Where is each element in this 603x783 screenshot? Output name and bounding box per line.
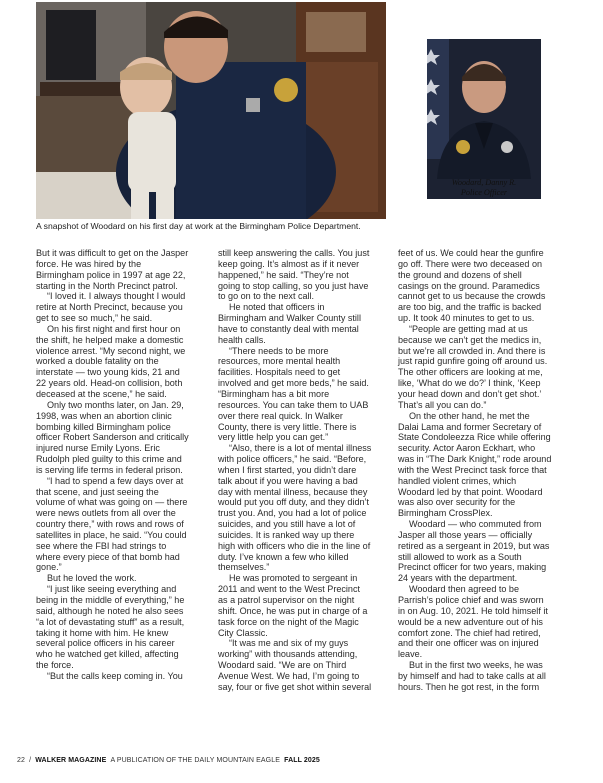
page-footer bbox=[17, 757, 320, 764]
article-column-2 bbox=[218, 248, 372, 693]
paragraph: “There needs to be more resources, more mental health facilities. Hospitals need to get involved and get more beds,” he said. “Birmingham has a bit more resources. You can take them to UAB over there real quick. In Walker County, there is very little. There is very little help you can get.” bbox=[218, 345, 369, 443]
paragraph: feet of us. We could hear the gunfire go off. There were two deceased on the ground and dozens of shell casings on the ground. Paramedics cannot get to us because the crowds are too big, and the traffic is backed up. It took 40 minutes to get to us. bbox=[398, 248, 546, 324]
paragraph: But he loved the work. bbox=[47, 573, 137, 584]
paragraph: Only two months later, on Jan. 29, 1998, was when an abortion clinic bombing killed Birmingham police officer Robert Sanderson and critically injured nurse Emily Lyons. Eric Rudolph pled guilty to this crime and is serving life terms in federal prison. bbox=[36, 399, 189, 475]
portrait-caption bbox=[427, 178, 541, 198]
paragraph: “I had to spend a few days over at that scene, and just seeing the volume of what was going on — there were news outlets from all over the country there,” with rows and rows of satellites in place, he said. “You could see where the FBI had strings to where every piece of that bomb had gone.” bbox=[36, 475, 188, 573]
main-photo-caption: A snapshot of Woodard on his first day at work at the Birmingham Police Department. bbox=[36, 221, 361, 231]
page-number: 22 bbox=[17, 757, 25, 764]
footer-separator: / bbox=[29, 757, 32, 764]
paragraph: Woodard — who commuted from Jasper all those years — officially retired as a sergeant in 2019, but was still allowed to work as a South Precinct officer for two years, making 24 years with the department. bbox=[398, 519, 550, 584]
paragraph: On the other hand, he met the Dalai Lama and former Secretary of State Condoleezza Rice while offering security. Actor Aaron Eckhart, who was in “The Dark Knight,” rode around with the West Precinct task force that handled violent crimes, which Woodard led by that point. Woodard was also over security for the Birmingham CrossPlex. bbox=[398, 410, 552, 519]
main-photo bbox=[36, 2, 386, 219]
paragraph: But in the first two weeks, he was by himself and had to take calls at all hours. Then he got rest, in the form bbox=[398, 660, 546, 692]
paragraph: But it was difficult to get on the Jasper force. He was hired by the Birmingham police in 1997 at age 22, starting in the North Precinct patrol. bbox=[36, 248, 189, 291]
paragraph: “But the calls keep coming in. You bbox=[47, 670, 183, 681]
paragraph: He noted that officers in Birmingham and Walker County still have to constantly deal with mental health calls. bbox=[218, 302, 361, 345]
portrait-photo bbox=[427, 39, 541, 199]
paragraph: “It was me and six of my guys working” with thousands attending, Woodard said. “We are on Third Avenue West. We had, I’m going to say, four or five get shot within several bbox=[218, 638, 372, 692]
paragraph: Woodard then agreed to be Parrish’s police chief and was sworn in on Aug. 10, 2021. He told himself it would be a new adventure out of his comfort zone. The chief had retired, and their one officer was on injured leave. bbox=[398, 584, 548, 660]
portrait-title: Police Officer bbox=[460, 188, 508, 197]
issue-label: FALL 2025 bbox=[284, 757, 320, 764]
paragraph: “I loved it. I always thought I would retire at North Precinct, because you get to see so much,” he said. bbox=[36, 291, 186, 324]
publication-tagline: A PUBLICATION OF THE DAILY MOUNTAIN EAGLE bbox=[110, 757, 280, 764]
paragraph: On his first night and first hour on the shift, he helped make a domestic violence arrest. “My second night, we worked a double fatality on the interstate — two young kids, 21 and 22 years old. Head-on collision, both deceased at the scene,” he said. bbox=[36, 323, 186, 399]
paragraph: He was promoted to sergeant in 2011 and went to the West Precinct as a patrol supervisor on the night shift. Once, he was put in charge of a task force on the night of the Magic City Classic. bbox=[218, 573, 368, 638]
paragraph: “I just like seeing everything and being in the middle of everything,” he said, although he noted he also sees “a lot of devastating stuff” as a result, taking it home with him. He knew several police officers in his career who he watched get killed, affecting the force. bbox=[36, 584, 185, 671]
paragraph: “Also, there is a lot of mental illness with police officers,” he said. “Before, when I first started, you didn’t dare talk about if you were having a bad day with mental illness, because they would put you off duty, and they didn’t trust you. And, you had a lot of police suicides, and you still have a lot of suicides. It is ranked way up there high with officers who die in the line of duty. I’ve known a few who killed themselves.” bbox=[218, 443, 372, 573]
paragraph: “People are getting mad at us because we can’t get the medics in, but we’re all crowded in. And there is just rapid gunfire going off around us. The other officers are looking at me, like, ‘What do we do?’ I think, ‘Keep your head down and don’t get shot.’ That’s all you can do.” bbox=[398, 323, 548, 410]
magazine-name: WALKER MAGAZINE bbox=[35, 757, 107, 764]
article-column-1 bbox=[36, 248, 190, 682]
paragraph: still keep answering the calls. You just keep going. It’s almost as if it never happened,” he said. “They’re not going to stop calling, so you just have to go on to the next call. bbox=[218, 248, 370, 302]
portrait-name: Woodard, Danny R. bbox=[451, 178, 517, 187]
article-column-3 bbox=[398, 248, 552, 693]
